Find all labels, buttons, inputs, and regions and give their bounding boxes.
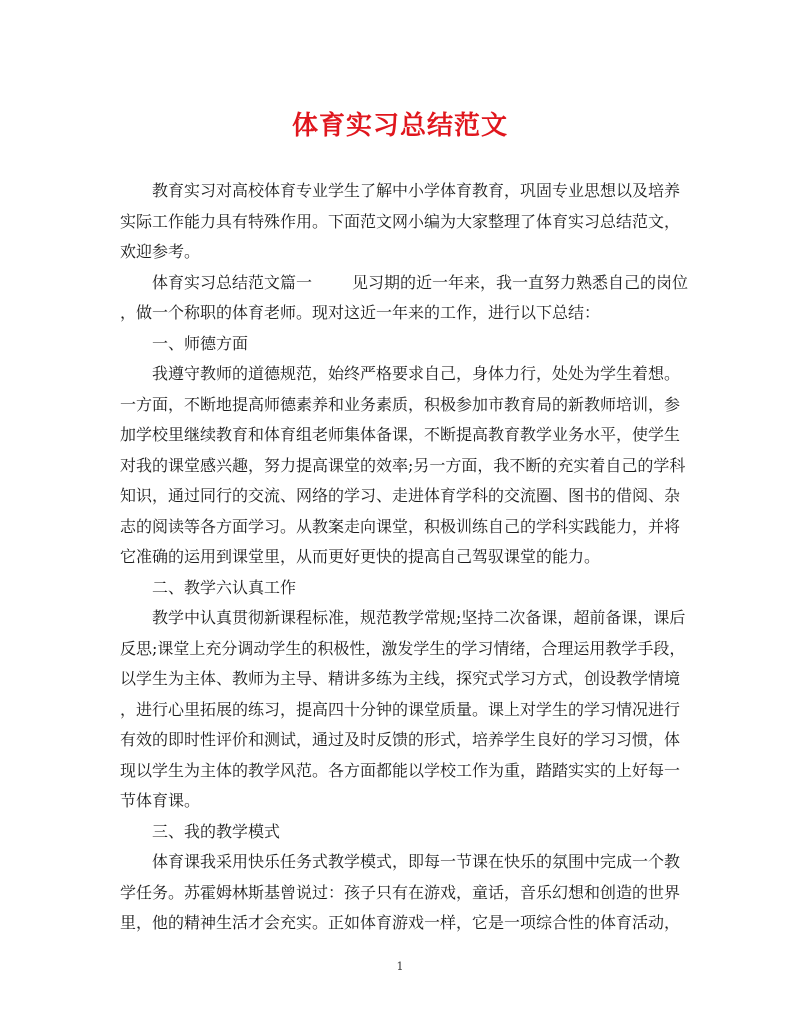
text-line: 节体育课。 — [120, 791, 201, 810]
text-line: 以学生为主体、教师为主导、精讲多练为主线，探究式学习方式，创设教学情境 — [120, 669, 681, 688]
text-line: 实际工作能力具有特殊作用。下面范文网小编为大家整理了体育实习总结范文， — [120, 211, 681, 231]
document-title: 体育实习总结范文 — [291, 111, 508, 141]
text-line: 有效的即时性评价和测试，通过及时反馈的形式，培养学生良好的学习习惯，体 — [120, 730, 681, 749]
text-line: 学任务。苏霍姆林斯基曾说过：孩子只有在游戏，童话，音乐幻想和创造的世界 — [120, 882, 681, 902]
text-line: 二、教学六认真工作 — [152, 577, 297, 597]
text-line: ，做一个称职的体育老师。现对这近一年来的工作，进行以下总结： — [120, 303, 601, 322]
text-segment: 体育实习总结范文篇一 — [152, 272, 313, 292]
text-line — [120, 268, 689, 299]
text-line: 体育课我采用快乐任务式教学模式，即每一节课在快乐的氛围中完成一个教 — [152, 852, 681, 871]
text-line: 它准确的运用到课堂里，从而更好更快的提高自己驾驭课堂的能力。 — [120, 547, 601, 566]
text-line: ，进行心里拓展的练习，提高四十分钟的课堂质量。课上对学生的学习情况进行 — [120, 699, 681, 719]
text-line: 三、我的教学模式 — [152, 821, 281, 841]
text-line: 里，他的精神生活才会充实。正如体育游戏一样，它是一项综合性的体育活动， — [120, 913, 681, 932]
text-line: 一、师德方面 — [152, 333, 249, 353]
text-line: 我遵守教师的道德规范，始终严格要求自己，身体力行，处处为学生着想。 — [152, 364, 681, 383]
text-line: 现以学生为主体的教学风范。各方面都能以学校工作为重，踏踏实实的上好每一 — [120, 760, 681, 780]
page-number: 1 — [396, 960, 404, 973]
text-line: 志的阅读等各方面学习。从教案走向课堂，积极训练自己的学科实践能力，并将 — [120, 516, 681, 536]
text-line: 一方面，不断地提高师德素养和业务素质，积极参加市教育局的新教师培训，参 — [120, 394, 681, 414]
text-segment: 见习期的近一年来，我一直努力熟悉自己的岗位 — [352, 272, 689, 292]
text-line: 知识，通过同行的交流、网络的学习、走进体育学科的交流圈、图书的借阅、杂 — [120, 486, 681, 505]
text-line: 加学校里继续教育和体育组老师集体备课，不断提高教育教学业务水平，使学生 — [120, 425, 681, 444]
text-line: 对我的课堂感兴趣，努力提高课堂的效率;另一方面，我不断的充实着自己的学科 — [120, 455, 686, 475]
text-line: 教育实习对高校体育专业学生了解中小学体育教育，巩固专业思想以及培养 — [152, 181, 681, 200]
text-line: 欢迎参考。 — [120, 242, 201, 261]
document-body — [120, 176, 689, 939]
text-line: 反思;课堂上充分调动学生的积极性，激发学生的学习情绪，合理运用教学手段， — [120, 638, 686, 658]
text-line: 教学中认真贯彻新课程标准，规范教学常规;坚持二次备课，超前备课，课后 — [152, 608, 686, 627]
